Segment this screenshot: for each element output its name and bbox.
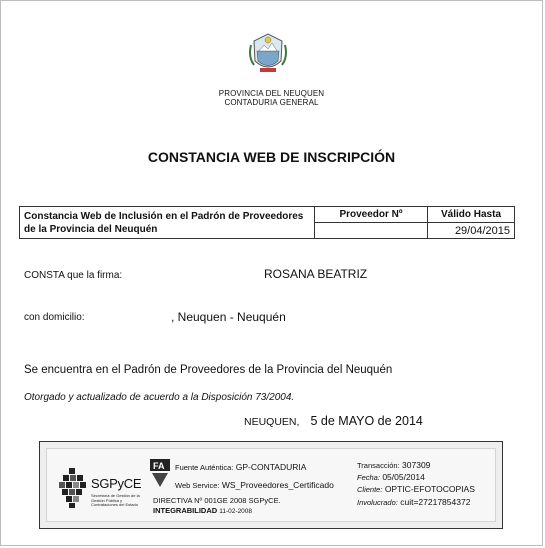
integrity-date: 11-02-2008 (219, 508, 253, 515)
valid-until-header: Válido Hasta (428, 207, 515, 223)
office-name: CONTADURIA GENERAL (224, 98, 319, 107)
firm-name: ROSANA BEATRIZ (264, 267, 368, 281)
issue-city: NEUQUEN, (244, 416, 300, 428)
province-name: PROVINCIA DEL NEUQUEN (218, 89, 325, 98)
client-field (357, 484, 475, 494)
involved-field (357, 497, 470, 507)
address-city: , Neuquen - Neuquén (171, 310, 286, 324)
sgpyce-logo-text: SGPyCE (91, 476, 142, 491)
integrity-field (153, 506, 252, 515)
transaction-value: 307309 (402, 460, 431, 470)
coat-of-arms-icon (248, 31, 288, 75)
source-label: Fuente Auténtica: (175, 463, 234, 472)
valid-until-date: 29/04/2015 (428, 223, 515, 239)
webservice-value: WS_Proveedores_Certificado (221, 480, 334, 490)
webservice-field (175, 480, 334, 490)
validation-panel (46, 448, 496, 522)
validation-footer (39, 441, 503, 529)
address-line (24, 310, 286, 324)
fuente-autentica-icon (150, 459, 170, 489)
place-date-line (244, 414, 423, 428)
document-title: CONSTANCIA WEB DE INSCRIPCIÓN (147, 149, 396, 165)
date-value: 05/05/2014 (382, 472, 425, 482)
directive-text: DIRECTIVA Nº 001GE 2008 SGPyCE. (153, 496, 281, 505)
involved-label: Involucrado: (357, 498, 398, 507)
date-label: Fecha: (357, 473, 380, 482)
registry-table (19, 206, 515, 239)
registry-statement: Se encuentra en el Padrón de Proveedores de la Provincia del Neuquén (24, 364, 393, 376)
registry-description: Constancia Web de Inclusión en el Padrón de Proveedores de la Provincia del Neuquén (20, 207, 315, 239)
client-label: Cliente: (357, 485, 383, 494)
sgpyce-logo-subtitle: Secretaría de Gestión de la Gestión Pública y Contrataciones del Estado (91, 493, 140, 507)
source-field (175, 462, 306, 472)
webservice-label: Web Service: (175, 481, 220, 490)
client-value: OPTIC-EFOTOCOPIAS (384, 484, 475, 494)
svg-text:FA: FA (153, 461, 165, 471)
date-field (357, 472, 425, 482)
sgpyce-logo (57, 464, 142, 524)
transaction-label: Transacción: (357, 461, 400, 470)
involved-value: cuit=27217854372 (400, 497, 471, 507)
disposition-note: Otorgado y actualizado de acuerdo a la Disposición 73/2004. (24, 392, 295, 403)
sgpyce-grid-icon (57, 468, 91, 508)
firm-label: CONSTA que la firma: (24, 270, 123, 281)
provider-number (315, 223, 428, 239)
firm-line (24, 267, 368, 281)
issue-date: 5 de MAYO de 2014 (310, 414, 423, 428)
address-label: con domicilio: (24, 312, 85, 323)
provider-header: Proveedor Nº (315, 207, 428, 223)
source-value: GP-CONTADURIA (235, 462, 307, 472)
integrity-label: INTEGRABILIDAD (153, 506, 218, 515)
transaction-field (357, 460, 430, 470)
